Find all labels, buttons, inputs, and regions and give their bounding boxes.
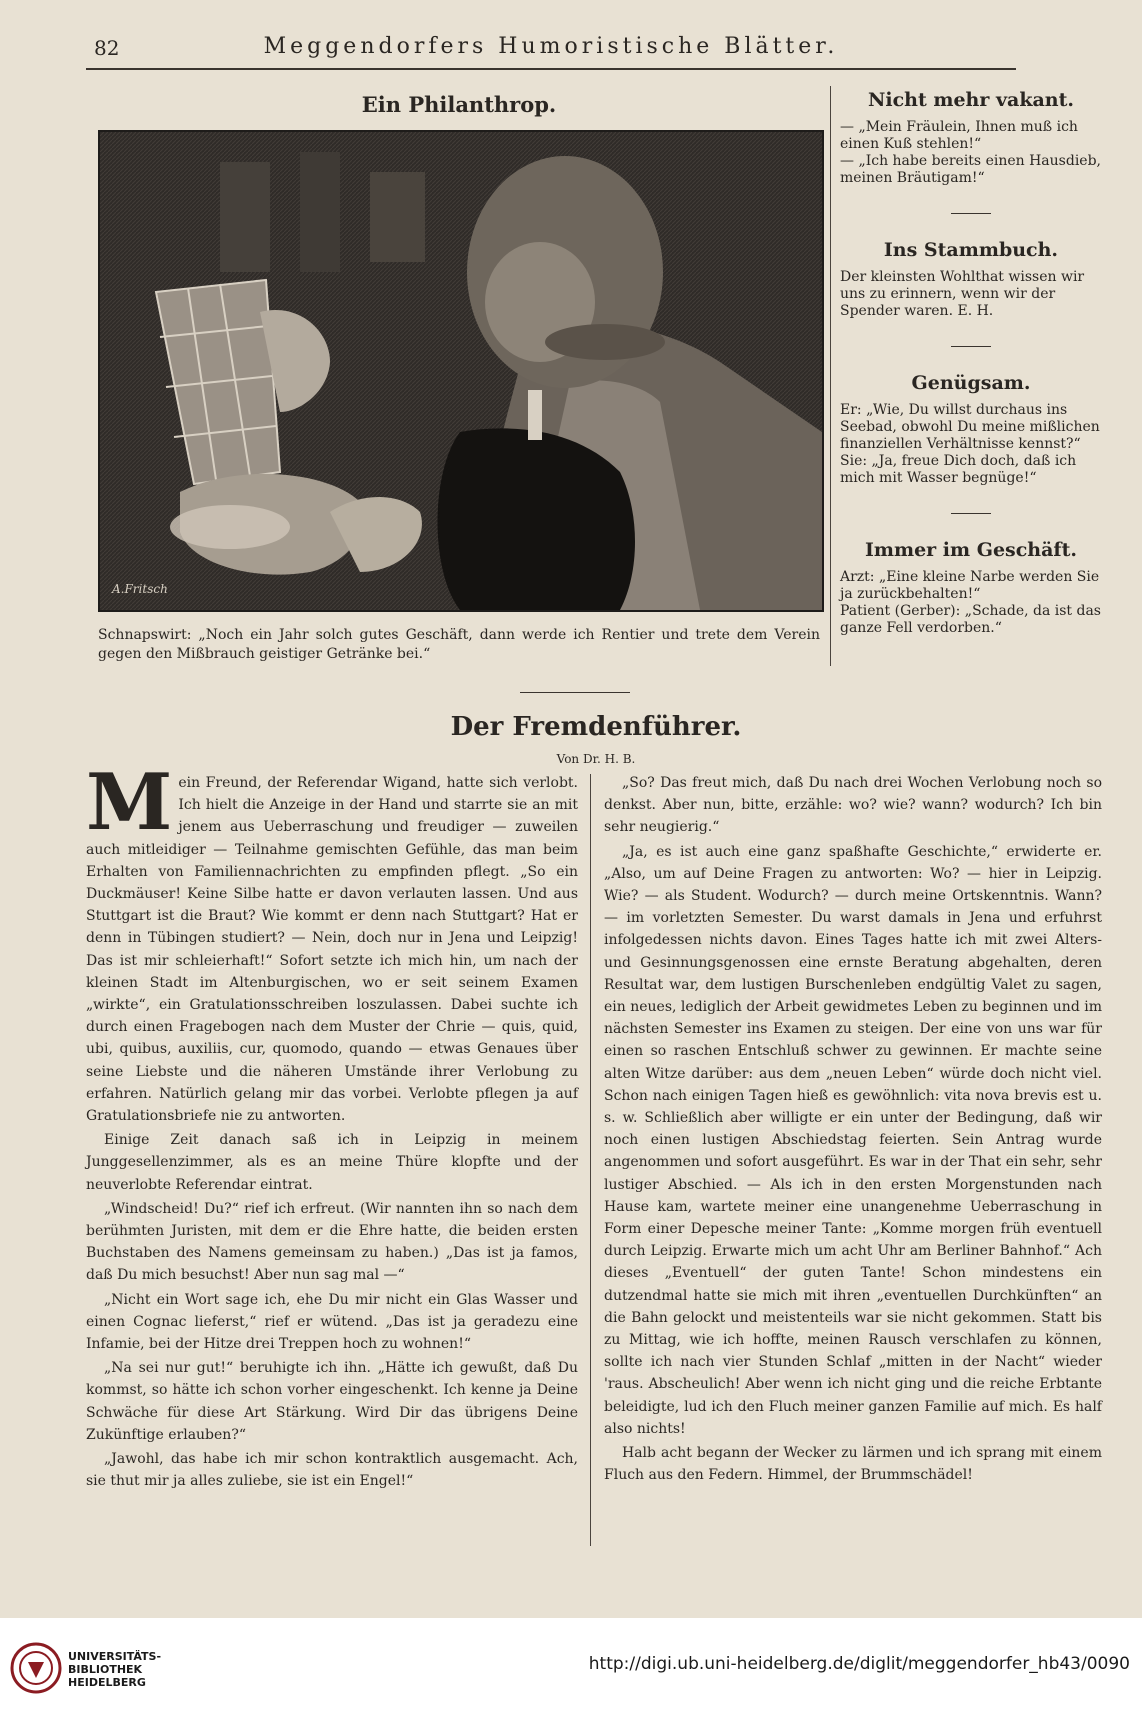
joke-separator	[951, 513, 991, 514]
story-paragraph: „Windscheid! Du?“ rief ich erfreut. (Wir nannten ihn so nach dem berühmten Juristen, mit dem er die Ehre hatte, die beiden ersten Buchstaben des Namens gemeinsam zu haben.) „Das ist ja famos, daß Du mich besuchst! Aber nun sag mal —“	[86, 1200, 578, 1284]
story-title: Der Fremdenführer.	[450, 712, 742, 742]
section-separator	[520, 692, 630, 693]
column-divider	[830, 86, 831, 666]
joke-line: Arzt: „Eine kleine Narbe werden Sie ja zurückbehalten!“	[840, 569, 1100, 602]
joke-nicht-mehr-vakant	[840, 89, 1102, 187]
page-header	[86, 34, 1016, 70]
artist-signature: A.Fritsch	[112, 582, 168, 596]
story-paragraph: Einige Zeit danach saß ich in Leipzig in meinem Junggesellenzimmer, als es an meine Thüre klopfte und der neuverlobte Referendar eintrat.	[86, 1132, 578, 1193]
story-paragraph: Mein Freund, der Referendar Wigand, hatte sich verlobt. Ich hielt die Anzeige in der Hand und starrte sie an mit jenem aus Ueberraschung und freudiger — zuweilen auch mitleidiger — Teilnahme gemischten Gefühle, das man beim Erhalten von Familiennachrichten zu empfinden pflegt. „So ein Duckmäuser! Keine Silbe hatte er davon verlauten lassen. Und aus Stuttgart ist die Braut? Wie kommt er denn nach Stuttgart? Hat er denn in Tübingen studiert? — Nein, doch nur in Jena und Leipzig! Das ist mir schleierhaft!“ Sofort setzte ich mich hin, um nach der kleinen Stadt im Altenburgischen, wo er seit seinem Examen „wirkte“, ein Gratulationsschreiben loszulassen. Dabei suchte ich durch einen Fragebogen nach dem Muster der Chrie — quis, quid, ubi, quibus, auxiliis, cur, quomodo, quando — etwas Genaues über seine Liebste und die näheren Umstände ihrer Verlobung zu erfahren. Natürlich gelang mir das vorbei. Verlobte pflegen ja auf Gratulationsbriefe nie zu antworten.	[86, 757, 578, 1125]
illustration-caption: Schnapswirt: „Noch ein Jahr solch gutes Geschäft, dann werde ich Rentier und trete dem Verein gegen den Mißbrauch geistiger Getränke bei.“	[98, 627, 820, 662]
joke-line: — „Mein Fräulein, Ihnen muß ich einen Kuß stehlen!“	[840, 119, 1078, 152]
story-byline: Von Dr. H. B.	[556, 752, 636, 766]
source-url[interactable]: http://digi.ub.uni-heidelberg.de/diglit/meggendorfer_hb43/0090	[588, 1654, 1130, 1674]
story-paragraph: „So? Das freut mich, daß Du nach drei Wochen Verlobung noch so denkst. Aber nun, bitte, erzähle: wo? wie? wann? wodurch? Ich bin sehr neugierig.“	[604, 775, 1102, 836]
joke-title: Nicht mehr vakant.	[867, 89, 1075, 111]
column-divider	[590, 774, 591, 1546]
joke-line: Patient (Gerber): „Schade, da ist das ganze Fell verdorben.“	[840, 603, 1101, 636]
innkeeper-illustration	[100, 132, 822, 610]
joke-separator	[951, 213, 991, 214]
joke-line: Der kleinsten Wohlthat wissen wir uns zu erinnern, wenn wir der Spender waren. E. H.	[840, 269, 1085, 319]
joke-line: — „Ich habe bereits einen Hausdieb, meinen Bräutigam!“	[840, 153, 1101, 186]
page-number: 82	[94, 36, 120, 60]
story-paragraph: „Na sei nur gut!“ beruhigte ich ihn. „Hätte ich gewußt, daß Du kommst, so hätte ich schon vorher eingeschenkt. Ich kenne ja Deine Schwäche für diese Art Stärkung. Wird Dir das übrigens Deine Zukünftige erlauben?“	[86, 1360, 578, 1443]
sidebar-jokes	[840, 89, 1102, 637]
joke-ins-stammbuch	[840, 239, 1102, 320]
joke-title: Immer im Geschäft.	[864, 539, 1077, 561]
story-column-right	[604, 772, 1102, 1489]
story-column-left	[86, 757, 578, 1495]
story-paragraph: Halb acht begann der Wecker zu lärmen und ich sprang mit einem Fluch aus den Federn. Himmel, der Brummschädel!	[604, 1445, 1102, 1484]
joke-title: Genügsam.	[911, 372, 1031, 394]
magazine-title: Meggendorfers Humoristische Blätter.	[263, 34, 839, 59]
joke-line: Er: „Wie, Du willst durchaus ins Seebad, obwohl Du meine mißlichen finanziellen Verhältnisse kennst?“	[840, 402, 1100, 452]
library-name: UNIVERSITÄTS- BIBLIOTHEK HEIDELBERG	[68, 1650, 162, 1689]
joke-title: Ins Stammbuch.	[883, 239, 1059, 261]
joke-immer-im-geschaeft	[840, 539, 1102, 637]
story-paragraph: „Ja, es ist auch eine ganz spaßhafte Geschichte,“ erwiderte er. „Also, um auf Deine Fragen zu antworten: Wo? — hier in Leipzig. Wie? — als Student. Wodurch? — durch meine Ortskenntnis. Wann? — im vorletzten Semester. Du warst damals in Jena und erfuhrst infolgedessen nichts davon. Eines Tages hatte ich mit zwei Alters- und Gesinnungsgenossen eine ernste Beratung abgehalten, deren Resultat war, dem lustigen Burschenleben endgültig Valet zu sagen, ein neues, lediglich der Arbeit gewidmetes Leben zu beginnen und im nächsten Semester ins Examen zu steigen. Der eine von uns war für einen so raschen Entschluß schwer zu gewinnen. Er machte seine alten Witze darüber: aus dem „neuen Leben“ würde doch nicht viel. Schon nach einigen Tagen hieß es gewöhnlich: vita nova brevis est u. s. w. Schließlich aber willigte er ein unter der Bedingung, daß wir noch einen lustigen Abschiedstag feierten. Sein Antrag wurde angenommen und sofort ausgeführt. Es war in der That ein sehr, sehr lustiger Abschied. — Als ich in den ersten Morgenstunden nach Hause kam, wartete meiner eine unangenehme Ueberraschung in Form einer Depesche meiner Tante: „Komme morgen früh eventuell durch Leipzig. Erwarte mich um acht Uhr am Berliner Bahnhof.“ Ach dieses „Eventuell“ der guten Tante! Schon mindestens ein dutzendmal hatte sie mich mit ihren „eventuellen Durchkünften“ an die Bahn gelockt und meistenteils war sie nicht gekommen. Statt bis zu Mittag, wie ich hoffte, meinen Rausch verschlafen zu können, sollte ich nach vier Stunden Schlaf „mitten in der Nacht“ wieder 'raus. Abscheulich! Aber wenn ich nicht ging und die reiche Erbtante beleidigte, lud ich den Fluch meiner ganzen Familie auf mich. Es half also nichts!	[604, 843, 1102, 1437]
joke-separator	[951, 346, 991, 347]
digitization-footer	[0, 1618, 1142, 1714]
university-seal-icon	[10, 1642, 62, 1694]
joke-genuegsam	[840, 372, 1102, 487]
illustration-title: Ein Philanthrop.	[361, 92, 557, 117]
story-paragraph: „Jawohl, das habe ich mir schon kontraktlich ausgemacht. Ach, sie thut mir ja alles zuliebe, sie ist ein Engel!“	[86, 1451, 578, 1490]
joke-line: Sie: „Ja, freue Dich doch, daß ich mich mit Wasser begnüge!“	[840, 453, 1077, 486]
story-paragraph: „Nicht ein Wort sage ich, ehe Du mir nicht ein Glas Wasser und einen Cognac lieferst,“ rief er wütend. „Das ist ja geradezu eine Infamie, bei der Hitze drei Treppen hoch zu wohnen!“	[86, 1291, 578, 1353]
illustration-image	[98, 130, 824, 612]
drop-cap: M	[86, 757, 173, 848]
